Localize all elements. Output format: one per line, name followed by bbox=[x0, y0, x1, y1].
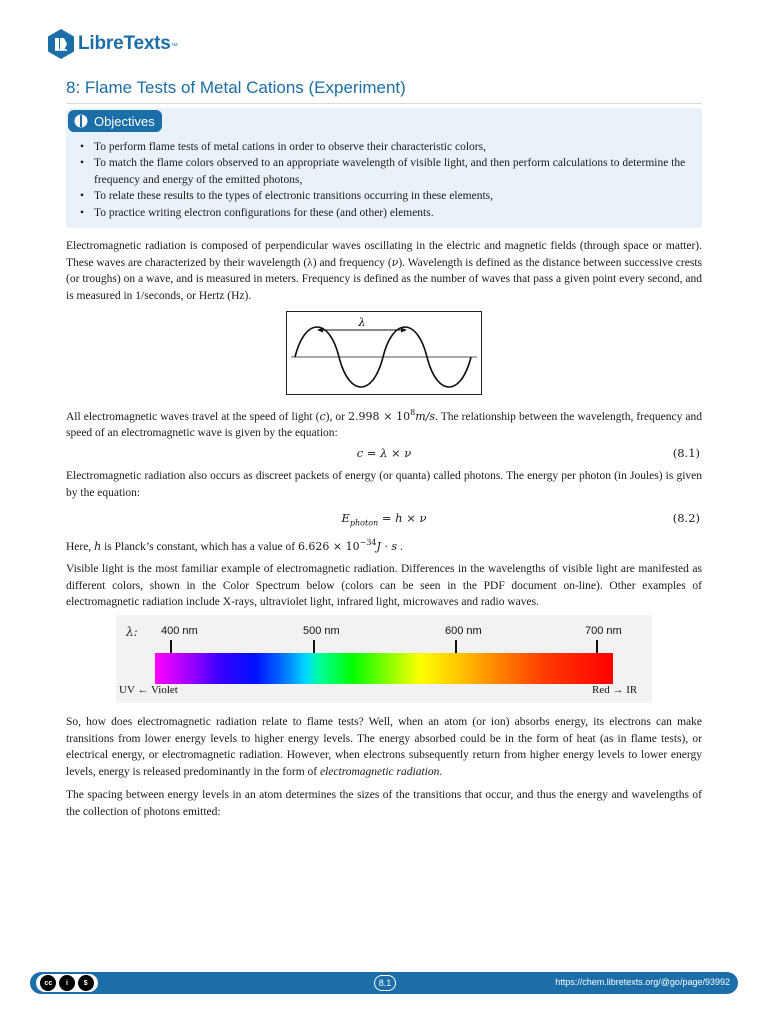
libretexts-logo[interactable] bbox=[46, 26, 178, 62]
wavelength-figure bbox=[286, 311, 482, 395]
eq-e: E bbox=[341, 511, 350, 525]
text-run: is Planck’s constant, which has a value of bbox=[101, 540, 298, 553]
spectrum-tick bbox=[313, 640, 315, 654]
spectrum-tick-label: 700 nm bbox=[585, 625, 622, 637]
objectives-label: Objectives bbox=[94, 113, 155, 129]
page-number: 8.1 bbox=[374, 975, 396, 991]
spectrum-tick-label: 600 nm bbox=[445, 625, 482, 637]
noncommercial-icon: $ bbox=[78, 975, 94, 991]
spectrum-tick-label: 500 nm bbox=[303, 625, 340, 637]
objectives-tab bbox=[68, 110, 162, 132]
objective-item: • To match the flame colors observed to an appropriate wavelength of visible light, and then perform calculations to determine the frequency and energy of the emitted photons, bbox=[80, 155, 698, 188]
wave-diagram bbox=[287, 312, 481, 394]
objective-item: • To perform flame tests of metal cations in order to observe their characteristic colors, bbox=[80, 139, 698, 155]
text-run: So, how does electromagnetic radiation relate to flame tests? Well, when an atom (or ion) absorbs energy, its electrons can make transitions from lower energy levels to higher energy levels. The energy absorbed could be in the form of heat (as in flame tests), or electrical energy, or electromagnetic radiation. However, when electrons subsequently return from higher energy levels to lower energy levels, energy is released predominantly in the form of bbox=[66, 716, 702, 778]
eq-subscript: photon bbox=[349, 518, 379, 528]
paragraph-photons: Electromagnetic radiation also occurs as discreet packets of energy (or quanta) called photons. The energy per photon (in Joules) is given by the equation: bbox=[66, 470, 702, 499]
math-nu: ν bbox=[391, 255, 399, 269]
spectrum-tick-label: 400 nm bbox=[161, 625, 198, 637]
page-title: 8: Flame Tests of Metal Cations (Experiment) bbox=[66, 78, 702, 104]
eq-rest: = h × ν bbox=[378, 511, 427, 525]
text-run: . bbox=[439, 765, 443, 778]
equation-8-2 bbox=[66, 511, 702, 529]
text-run: All electromagnetic waves travel at the speed of light ( bbox=[66, 410, 320, 423]
cc-license-badge[interactable] bbox=[36, 974, 98, 992]
spectrum-left-end-label: UV ← Violet bbox=[119, 684, 178, 696]
logo-wordmark: LibreTexts bbox=[78, 33, 171, 54]
math-h: h bbox=[94, 539, 102, 553]
attribution-icon: i bbox=[59, 975, 75, 991]
text-run: Here, bbox=[66, 540, 95, 553]
text-run: . bbox=[397, 540, 403, 553]
equation-8-1 bbox=[66, 446, 702, 464]
equation-number: (8.2) bbox=[672, 511, 700, 525]
text-run: Electromagnetic radiation is composed of perpendicular waves oscillating in the electric and magnetic fields (through space or matter). These waves are characterized by their wavelength (λ) and frequency ( bbox=[66, 240, 702, 269]
equation-body: c = λ × ν bbox=[356, 446, 412, 460]
emphasis-text: electromagnetic radiation bbox=[320, 765, 440, 778]
paragraph-planck bbox=[66, 535, 702, 555]
text-run: . The relationship between the wavelength, frequency and speed of an electromagnetic wave is given by the equation: bbox=[66, 410, 702, 440]
paragraph-visible-light: Visible light is the most familiar example of electromagnetic radiation. Differences in the wavelengths of visible light are manifested as different colors, shown in the Color Spectrum below (colors can be seen in the PDF document on-line). Other examples of electromagnetic radiation include X-rays, ultraviolet light, infrared light, microwaves and radio waves. bbox=[66, 563, 702, 609]
spectrum-lambda-label: λ: bbox=[126, 625, 138, 639]
math-planck-exponent: −34 bbox=[359, 538, 377, 547]
objectives-list bbox=[80, 139, 698, 221]
libretexts-logo-icon bbox=[46, 28, 76, 60]
page-url-link[interactable]: https://chem.libretexts.org/@go/page/93992 bbox=[555, 977, 730, 987]
spectrum-tick bbox=[596, 640, 598, 654]
spectrum-tick bbox=[170, 640, 172, 654]
text-run: ). Wavelength is defined as the distance between successive crests (or troughs) on a wave, and is measured in meters. Frequency is defined as the number of waves that pass a given point every second, and is measured in 1/seconds, or Hertz (Hz). bbox=[66, 256, 702, 302]
spectrum-tick bbox=[455, 640, 457, 654]
equation-body bbox=[66, 511, 702, 527]
objective-item: • To practice writing electron configurations for these (and other) elements. bbox=[80, 205, 698, 221]
logo-trademark: ™ bbox=[170, 42, 178, 50]
objective-item: • To relate these results to the types of electronic transitions occurring in these elements, bbox=[80, 188, 698, 204]
paragraph-em-radiation bbox=[66, 238, 702, 304]
paragraph-flame-tests bbox=[66, 714, 702, 780]
math-speed: 2.998 × 10 bbox=[348, 409, 411, 423]
math-speed-exponent: 8 bbox=[410, 408, 416, 417]
spectrum-right-end-label: Red → IR bbox=[592, 684, 638, 696]
math-speed-unit: m/s bbox=[415, 409, 435, 423]
math-c: c bbox=[319, 409, 326, 423]
math-planck-unit: J · s bbox=[376, 539, 398, 553]
paragraph-speed-of-light bbox=[66, 405, 702, 442]
math-planck-value: 6.626 × 10 bbox=[297, 539, 360, 553]
objectives-icon bbox=[74, 114, 88, 128]
equation-number: (8.1) bbox=[672, 446, 700, 460]
text-run: ), or bbox=[325, 410, 349, 423]
paragraph-energy-levels: The spacing between energy levels in an atom determines the sizes of the transitions that occur, and thus the energy and wavelengths of the collection of photons emitted: bbox=[66, 789, 702, 818]
wave-lambda-label: λ bbox=[358, 316, 366, 329]
cc-icon: cc bbox=[40, 975, 56, 991]
spectrum-gradient-bar bbox=[155, 653, 613, 684]
